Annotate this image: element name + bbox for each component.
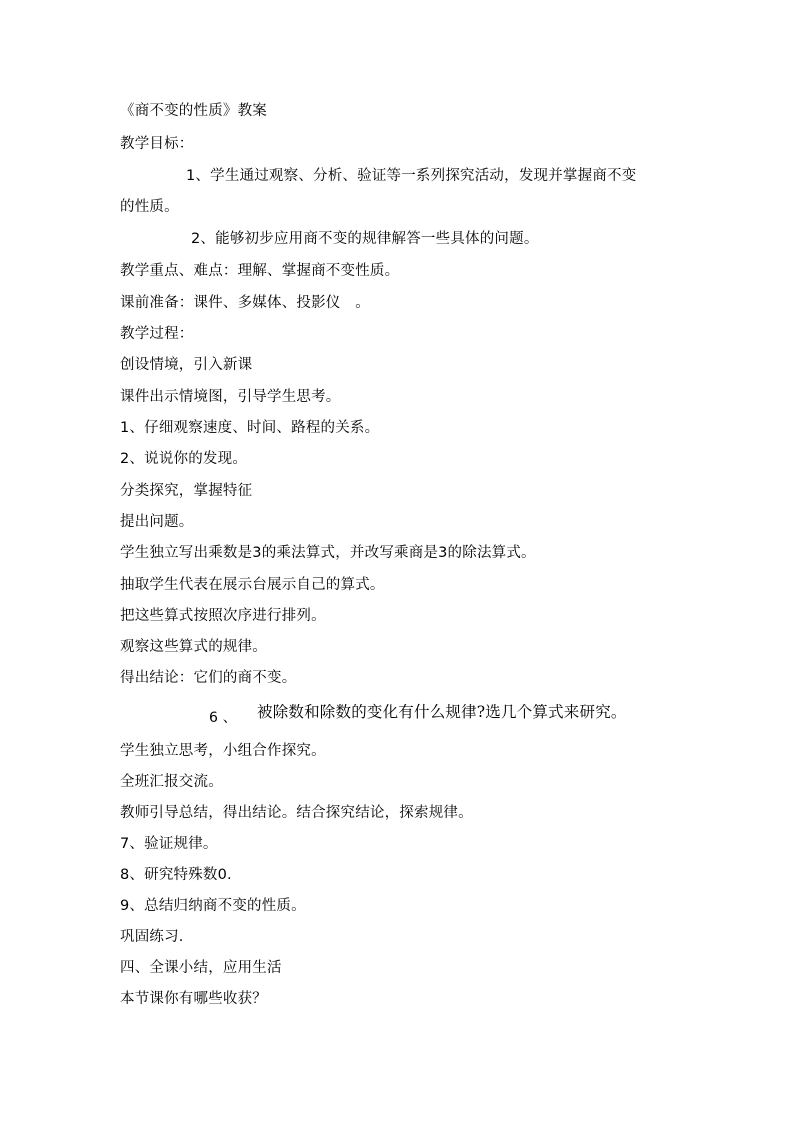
process-step-practice: 巩固练习. xyxy=(120,929,184,945)
process-line: 7、验证规律。 xyxy=(120,836,218,852)
process-step-summary: 四、全课小结，应用生活 xyxy=(120,960,282,976)
process-line: 抽取学生代表在展示台展示自己的算式。 xyxy=(120,577,385,593)
process-step-intro: 创设情境，引入新课 xyxy=(120,357,253,373)
objective-1-continued: 的性质。 xyxy=(120,199,179,215)
objective-2: 2、能够初步应用商不变的规律解答一些具体的问题。 xyxy=(191,231,539,247)
process-line: 全班汇报交流。 xyxy=(120,774,223,790)
process-line: 1、仔细观察速度、时间、路程的关系。 xyxy=(120,420,380,436)
process-step-explore: 分类探究，掌握特征 xyxy=(120,483,253,499)
section-heading-objectives: 教学目标： xyxy=(120,136,194,152)
document-title: 《商不变的性质》教案 xyxy=(120,103,267,119)
process-line: 得出结论：它们的商不变。 xyxy=(120,670,297,686)
process-line: 学生独立思考，小组合作探究。 xyxy=(120,743,326,759)
process-line: 把这些算式按照次序进行排列。 xyxy=(120,608,326,624)
key-points: 教学重点、难点：理解、掌握商不变性质。 xyxy=(120,263,400,279)
step-number-6: 6 、 xyxy=(209,710,237,726)
preparation: 课前准备：课件、多媒体、投影仪 。 xyxy=(120,295,370,311)
process-line: 学生独立写出乘数是3的乘法算式，并改写乘商是3的除法算式。 xyxy=(120,545,536,561)
objective-1: 1、学生通过观察、分析、验证等一系列探究活动，发现并掌握商不变 xyxy=(186,168,637,184)
process-line-handwritten-style: 被除数和除数的变化有什么规律?选几个算式来研究。 xyxy=(257,703,627,721)
process-line: 8、研究特殊数0. xyxy=(120,867,232,883)
section-heading-process: 教学过程： xyxy=(120,326,194,342)
process-line: 观察这些算式的规律。 xyxy=(120,639,267,655)
process-line: 9、总结归纳商不变的性质。 xyxy=(120,898,306,914)
process-line: 教师引导总结，得出结论。结合探究结论，探索规律。 xyxy=(120,805,473,821)
process-line: 课件出示情境图，引导学生思考。 xyxy=(120,389,341,405)
process-line: 2、说说你的发现。 xyxy=(120,451,248,467)
process-line: 提出问题。 xyxy=(120,514,194,530)
process-line: 本节课你有哪些收获？ xyxy=(120,991,267,1007)
